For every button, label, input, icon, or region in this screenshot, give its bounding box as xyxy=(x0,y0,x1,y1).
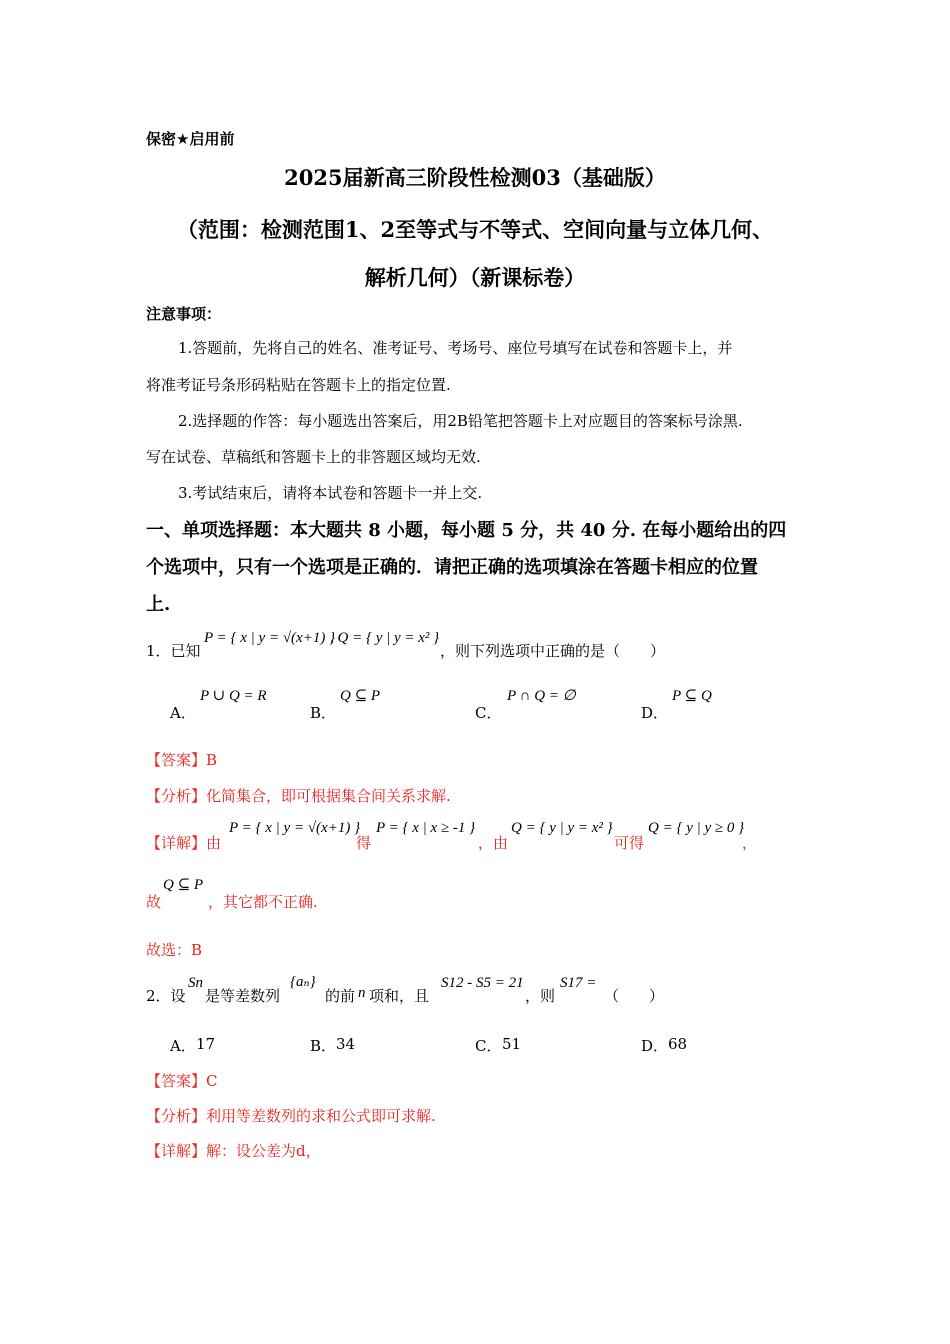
q2-option-a-value: 17 xyxy=(196,1035,216,1053)
section-heading-line2: 个选项中，只有一个选项是正确的．请把正确的选项填涂在答题卡相应的位置 xyxy=(146,557,758,578)
page-title: 2025届新高三阶段性检测03（基础版） xyxy=(284,165,666,190)
note-1a: 1.答题前，先将自己的姓名、准考证号、考场号、座位号填写在试卷和答题卡上，并 xyxy=(178,339,733,357)
q1-option-d-label: D． xyxy=(641,704,669,722)
q1-option-c-label: C． xyxy=(475,704,502,722)
q1-set-p: P = { x | y = √(x+1) } xyxy=(204,630,336,646)
q2-n: n xyxy=(358,985,366,1001)
q1-option-a-expr: P ∪ Q = R xyxy=(200,688,267,704)
note-2a: 2.选择题的作答：每小题选出答案后，用2B铅笔把答题卡上对应题目的答案标号涂黑. xyxy=(178,412,743,430)
q1-option-b-expr: Q ⊆ P xyxy=(340,688,381,704)
q2-sn: Sn xyxy=(188,975,203,991)
q1-detail-tag: 【详解】由 xyxy=(146,834,222,852)
q1-option-b-label: B． xyxy=(310,704,337,722)
section-heading-line1: 一、单项选择题：本大题共 8 小题，每小题 5 分，共 40 分. 在每小题给出的四 xyxy=(146,520,787,541)
q2-text1: 是等差数列 xyxy=(205,987,281,1005)
q1-detail-text4: ， xyxy=(742,834,758,852)
q2-text3: 项和，且 xyxy=(369,987,430,1005)
q2-condition: S12 - S5 = 21 xyxy=(441,975,524,991)
q2-blank: （ ） xyxy=(604,987,665,1005)
title-scope-line1: （范围：检测范围1、2至等式与不等式、空间向量与立体几何、 xyxy=(176,217,774,242)
note-2b: 写在试卷、草稿纸和答题卡上的非答题区域均无效. xyxy=(146,448,481,466)
q1-option-d-expr: P ⊆ Q xyxy=(672,688,712,704)
q2-option-c-value: 51 xyxy=(502,1035,522,1053)
q2-analysis: 【分析】利用等差数列的求和公式即可求解. xyxy=(146,1107,436,1125)
title-scope-line2: 解析几何）（新课标卷） xyxy=(364,265,586,290)
q1-analysis: 【分析】化简集合，即可根据集合间关系求解. xyxy=(146,787,451,805)
q2-option-a-label: A． xyxy=(170,1037,196,1055)
q2-text2: 的前 xyxy=(325,987,356,1005)
q1-detail-text1: 得 xyxy=(356,834,372,852)
q1-conclusion-prefix: 故 xyxy=(146,893,162,911)
q2-answer: 【答案】C xyxy=(146,1072,218,1090)
q2-option-d-label: D． xyxy=(641,1037,669,1055)
q2-option-b-label: B． xyxy=(310,1037,337,1055)
q1-choice: 故选：B xyxy=(146,941,203,959)
q2-detail: 【详解】解：设公差为d， xyxy=(146,1142,321,1160)
q1-prefix: 1．已知 xyxy=(146,642,201,660)
note-3: 3.考试结束后，请将本试卷和答题卡一并上交. xyxy=(178,484,483,502)
q2-option-c-label: C． xyxy=(475,1037,502,1055)
note-1b: 将准考证号条形码粘贴在答题卡上的指定位置. xyxy=(146,376,451,394)
q2-text4: ，则 xyxy=(525,987,556,1005)
q2-prefix: 2．设 xyxy=(146,987,186,1005)
q2-option-d-value: 68 xyxy=(668,1035,688,1053)
q1-detail-text3: 可得 xyxy=(614,834,645,852)
q1-option-c-expr: P ∩ Q = ∅ xyxy=(507,688,576,704)
q1-set-q: , Q = { y | y = x² } xyxy=(330,630,440,646)
q2-sequence: {aₙ} xyxy=(290,974,316,990)
q1-answer: 【答案】B xyxy=(146,751,218,769)
q1-detail-expr1: P = { x | y = √(x+1) } xyxy=(229,820,361,836)
q1-detail-expr3: Q = { y | y = x² } xyxy=(511,820,613,836)
q1-stem-suffix: ，则下列选项中正确的是（ ） xyxy=(440,642,666,660)
q1-option-a-label: A． xyxy=(170,704,196,722)
q1-conclusion-expr: Q ⊆ P xyxy=(163,877,204,893)
q2-s17: S17 = xyxy=(560,975,597,991)
q1-detail-expr2: P = { x | x ≥ -1 } xyxy=(376,820,476,836)
q1-detail-text2: ，由 xyxy=(478,834,509,852)
notes-heading: 注意事项： xyxy=(146,305,222,323)
q1-detail-expr4: Q = { y | y ≥ 0 } xyxy=(648,820,745,836)
q1-conclusion-suffix: ，其它都不正确. xyxy=(208,893,318,911)
q2-option-b-value: 34 xyxy=(336,1035,356,1053)
section-heading-line3: 上. xyxy=(146,594,171,615)
confidential-label: 保密★启用前 xyxy=(146,130,235,148)
